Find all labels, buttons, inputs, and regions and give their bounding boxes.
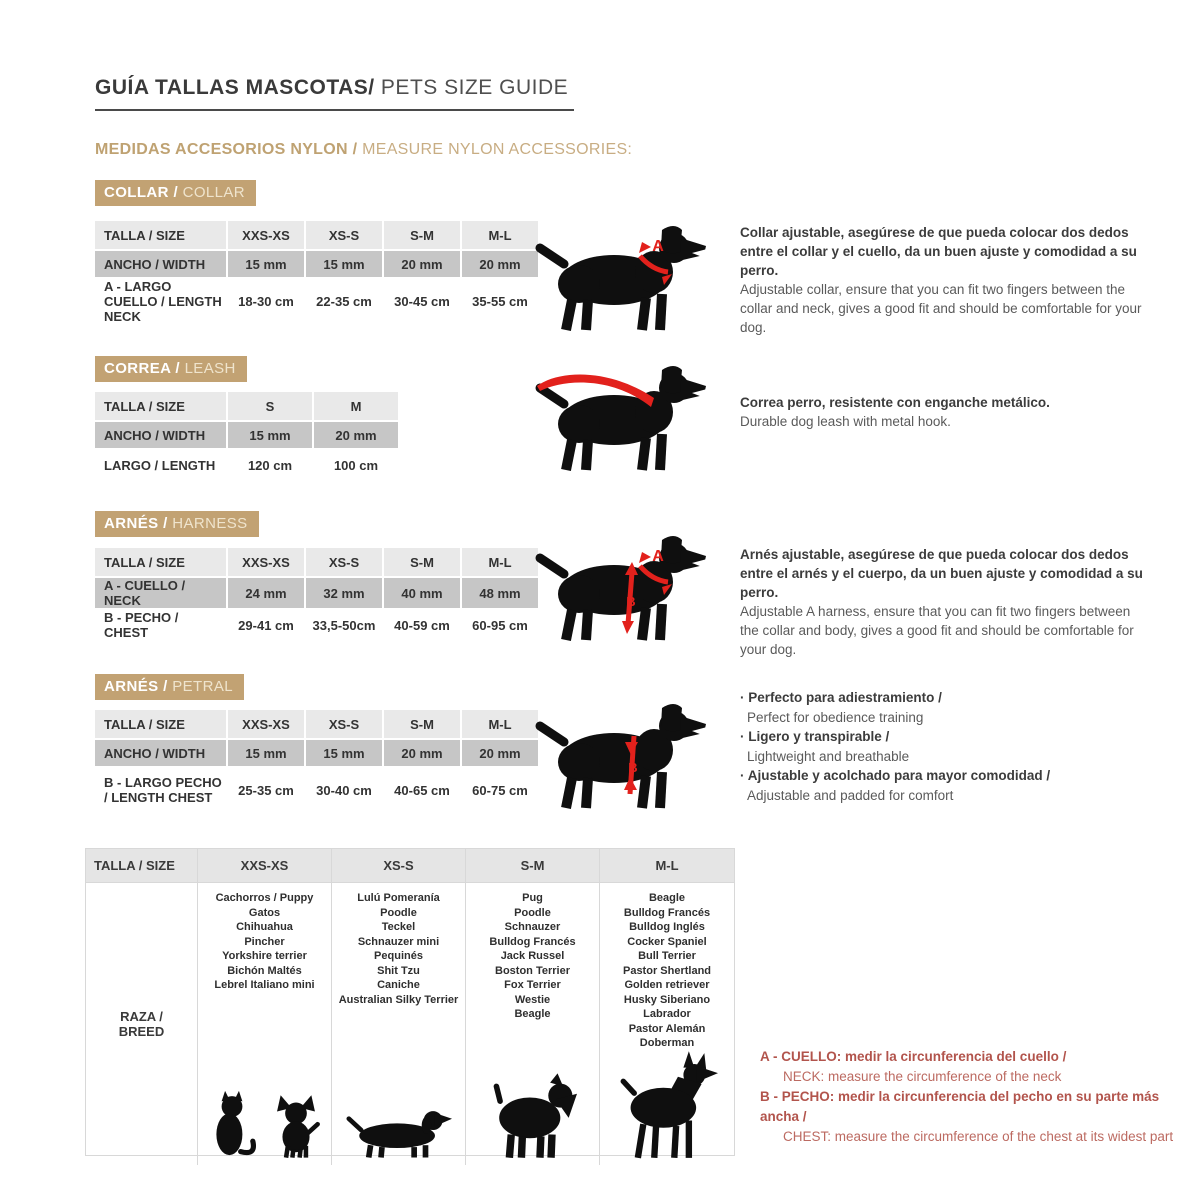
table-row [95,578,538,608]
doberman-icon [616,1051,718,1159]
value-cell: 20 mm [314,422,398,448]
harness-badge-en: HARNESS [172,515,248,532]
dachshund-icon [346,1103,452,1159]
schnauzer-icon [489,1073,577,1159]
value-cell: 15 mm [228,422,312,448]
leash-section-badge [95,356,247,382]
row-label: LARGO / LENGTH [95,450,226,480]
breed-header-cell: XXS-XS [198,849,332,883]
value-cell: 32 mm [306,578,382,608]
breed-header-cell: S-M [466,849,600,883]
value-cell: 120 cm [228,450,312,480]
header-cell: XS-S [306,548,382,576]
breed-header-cell: TALLA / SIZE [86,849,198,883]
header-cell: S-M [384,221,460,249]
subtitle-en: MEASURE NYLON ACCESSORIES: [362,141,633,158]
table-row [95,740,538,766]
collar-dog-icon [533,220,710,335]
bullet-en: Adjustable and padded for comfort [747,787,954,803]
value-cell: 30-45 cm [384,279,460,324]
row-label: ANCHO / WIDTH [95,251,226,277]
value-cell: 20 mm [384,740,460,766]
value-cell: 29-41 cm [228,610,304,640]
header-cell: XXS-XS [228,710,304,738]
page-title [95,76,574,111]
note-a-en: NECK: measure the circumference of the neck [783,1069,1062,1084]
bullet-en: Perfect for obedience training [747,709,924,725]
harness-desc-en: Adjustable A harness, ensure that you can fit two fingers between the collar and body, gives a good fit and should be comfortable for your dog. [740,604,1134,657]
value-cell: 25-35 cm [228,768,304,812]
chihuahua-icon [268,1093,324,1159]
breed-list: Beagle Bulldog Francés Bulldog Inglés Cocker Spaniel Bull Terrier Pastor Shertland Golden retriever Husky Siberiano Labrador Pastor Alemán Doberman [622,892,712,1049]
row-label: B - PECHO / CHEST [95,610,226,640]
note-b-en: CHEST: measure the circumference of the chest at its widest part [783,1129,1174,1144]
petral-section-badge [95,674,244,700]
breed-cell-xxs-xs [198,883,332,1165]
harness-size-table [93,546,540,642]
breed-cell-s-m [466,883,600,1165]
measurement-notes [760,1047,1200,1147]
value-cell: 18-30 cm [228,279,304,324]
breed-size-table [85,848,735,1156]
petral-dog-icon [533,698,710,813]
header-cell: XS-S [306,221,382,249]
leash-desc-en: Durable dog leash with metal hook. [740,414,951,429]
header-cell: XS-S [306,710,382,738]
value-cell: 22-35 cm [306,279,382,324]
bullet-es: · Perfecto para adiestramiento / [740,688,1130,708]
row-label: B - LARGO PECHO / LENGTH CHEST [95,768,226,812]
table-row [95,450,398,480]
collar-desc-en: Adjustable collar, ensure that you can fit two fingers between the collar and neck, gives a good fit and should be comfortable for your dog. [740,282,1142,335]
petral-marker-b: B [628,760,638,775]
header-cell: S [228,392,312,420]
value-cell: 30-40 cm [306,768,382,812]
header-cell: TALLA / SIZE [95,221,226,249]
value-cell: 35-55 cm [462,279,538,324]
header-cell: TALLA / SIZE [95,548,226,576]
leash-badge-en: LEASH [184,360,236,377]
value-cell: 100 cm [314,450,398,480]
value-cell: 15 mm [228,251,304,277]
note-b-es: B - PECHO: medir la circunferencia del pecho en su parte más ancha / [760,1089,1160,1124]
value-cell: 15 mm [306,251,382,277]
header-cell: S-M [384,548,460,576]
table-header-row [95,710,538,738]
row-label: ANCHO / WIDTH [95,740,226,766]
row-label: A - CUELLO / NECK [95,578,226,608]
harness-description [740,545,1145,659]
harness-desc-es: Arnés ajustable, asegúrese de que pueda colocar dos dedos entre el arnés y el cuerpo, da un buen ajuste y comodidad a su perro. [740,547,1143,600]
leash-size-table [93,390,400,482]
header-cell: TALLA / SIZE [95,392,226,420]
value-cell: 40-65 cm [384,768,460,812]
section-subtitle [95,141,632,159]
harness-section-badge [95,511,259,537]
value-cell: 15 mm [306,740,382,766]
breed-list: Lulú Pomeranía Poodle Teckel Schnauzer mini Pequinés Shit Tzu Caniche Australian Silky Terrier [338,892,459,1006]
value-cell: 15 mm [228,740,304,766]
header-cell: M-L [462,548,538,576]
page-title-es: GUÍA TALLAS MASCOTAS/ [95,76,375,99]
header-cell: TALLA / SIZE [95,710,226,738]
collar-section-badge [95,180,256,206]
value-cell: 24 mm [228,578,304,608]
breed-cell-xs-s [332,883,466,1165]
header-cell: M-L [462,710,538,738]
row-label: ANCHO / WIDTH [95,422,226,448]
page-title-en: PETS SIZE GUIDE [374,76,569,99]
header-cell: XXS-XS [228,221,304,249]
harness-marker-a: A [652,548,664,565]
leash-badge-es: CORREA / [104,360,185,377]
value-cell: 48 mm [462,578,538,608]
petral-feature-list [740,688,1130,805]
value-cell: 60-75 cm [462,768,538,812]
value-cell: 20 mm [462,740,538,766]
value-cell: 20 mm [384,251,460,277]
collar-desc-es: Collar ajustable, asegúrese de que pueda colocar dos dedos entre el collar y el cuello, da un buen ajuste y comodidad a su perro. [740,225,1137,278]
bullet-es: · Ligero y transpirable / [740,727,1130,747]
petral-badge-es: ARNÉS / [104,678,173,695]
breed-list: Cachorros / Puppy Gatos Chihuahua Pincher Yorkshire terrier Bichón Maltés Lebrel Italiano mini [214,892,315,991]
harness-marker-b: B [626,594,636,609]
value-cell: 60-95 cm [462,610,538,640]
bullet-en: Lightweight and breathable [747,748,910,764]
table-row [95,610,538,640]
subtitle-es: MEDIDAS ACCESORIOS NYLON / [95,141,363,158]
cat-icon [206,1087,258,1159]
table-row [95,279,538,324]
header-cell: XXS-XS [228,548,304,576]
collar-marker-a: A [652,238,664,255]
value-cell: 40-59 cm [384,610,460,640]
value-cell: 33,5-50cm [306,610,382,640]
harness-dog-icon [533,530,710,645]
leash-desc-es: Correa perro, resistente con enganche metálico. [740,395,1050,410]
value-cell: 40 mm [384,578,460,608]
leash-description [740,393,1145,431]
note-a-es: A - CUELLO: medir la circunferencia del cuello / [760,1049,1067,1064]
collar-badge-es: COLLAR / [104,184,183,201]
breed-list: Pug Poodle Schnauzer Bulldog Francés Jack Russel Boston Terrier Fox Terrier Westie Beagle [489,892,576,1020]
table-row [95,422,398,448]
collar-description [740,223,1145,337]
collar-size-table [93,219,540,326]
table-header-row [95,392,398,420]
table-header-row [95,221,538,249]
header-cell: M [314,392,398,420]
petral-size-table [93,708,540,814]
header-cell: M-L [462,221,538,249]
breed-header-cell: XS-S [332,849,466,883]
collar-badge-en: COLLAR [182,184,246,201]
table-header-row [95,548,538,576]
table-row [95,768,538,812]
leash-dog-icon [533,360,710,475]
petral-badge-en: PETRAL [172,678,233,695]
bullet-es: · Ajustable y acolchado para mayor comodidad / [740,766,1130,786]
value-cell: 20 mm [462,251,538,277]
breed-row-label: RAZA / BREED [86,883,198,1165]
row-label: A - LARGO CUELLO / LENGTH NECK [95,279,226,324]
breed-cell-m-l [600,883,734,1165]
table-row [95,251,538,277]
breed-header-cell: M-L [600,849,734,883]
header-cell: S-M [384,710,460,738]
harness-badge-es: ARNÉS / [104,515,173,532]
